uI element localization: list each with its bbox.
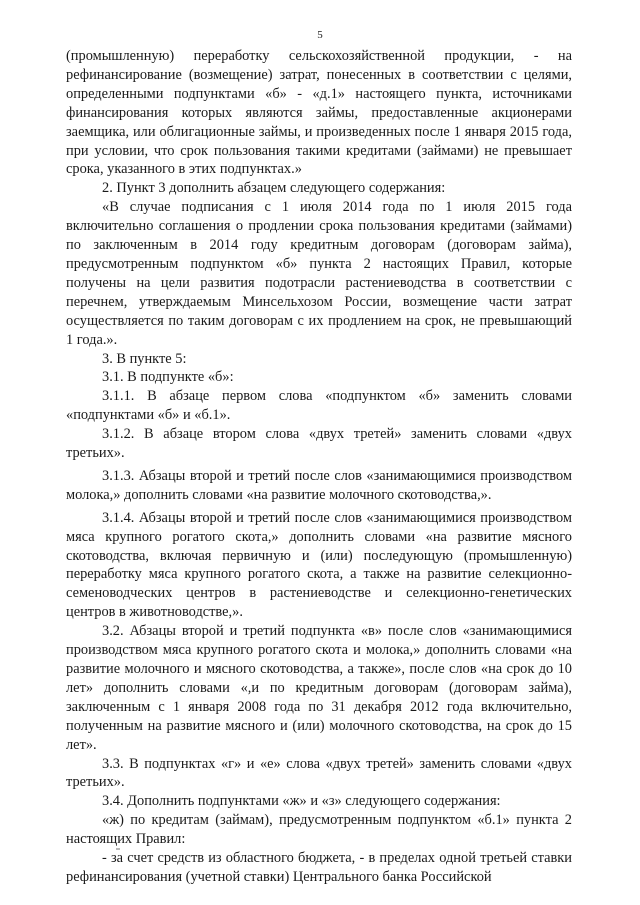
document-body <box>66 47 572 887</box>
scan-mark <box>116 848 120 850</box>
paragraph-item-3: 3. В пункте 5: <box>102 350 187 367</box>
paragraph-item-3-1: 3.1. В подпункте «б»: <box>102 369 234 386</box>
page-number: 5 <box>317 29 323 41</box>
paragraph-item-3-4: 3.4. Дополнить подпунктами «ж» и «з» следующего содержания: <box>102 793 501 810</box>
paragraph-item-3-1-3: 3.1.3. Абзацы второй и третий после слов «занимающимися производством молока,» дополнить словами «на развитие молочного скотоводства,». <box>66 467 572 503</box>
paragraph-item-3-1-1: 3.1.1. В абзаце первом слова «подпунктом «б» заменить словами «подпунктами «б» и «б.1». <box>66 388 572 424</box>
paragraph-quote-item-2: «В случае подписания с 1 июля 2014 года по 1 июля 2015 года включительно соглашения о продлении срока пользования кредитами (займами) по заключенным в 2014 году кредитным договорам (договорам займа), предусмотренным подпунктом «б» пункта 2 настоящих Правил, которые получены на цели развития подотрасли растениеводства в соответствии с перечнем, утверждаемым Минсельхозом России, возмещение части затрат осуществляется по таким договорам с их продлением на срок, не превышающий 1 года.». <box>66 199 572 348</box>
paragraph-item-3-1-2: 3.1.2. В абзаце втором слова «двух третей» заменить словами «двух третьих». <box>66 426 572 462</box>
paragraph-subitem-zh: «ж) по кредитам (займам), предусмотренным подпунктом «б.1» пункта 2 настоящих Правил: <box>66 812 572 848</box>
paragraph-item-3-3: 3.3. В подпунктах «г» и «е» слова «двух третей» заменить словами «двух третьих». <box>66 755 572 791</box>
paragraph-continuation: (промышленную) переработку сельскохозяйственной продукции, - на рефинансирование (возмещение) затрат, понесенных в соответствии с целями, определенными подпунктами «б» - «д.1» настоящего пункта, источниками финансирования которых являются займы, предоставленные акционерами заемщика, или облигационные займы, и произведенных после 1 января 2015 года, при условии, что срок пользования такими кредитами (займами) не превышает срока, указанного в этих подпунктах.» <box>66 48 572 178</box>
paragraph-item-2: 2. Пункт 3 дополнить абзацем следующего содержания: <box>102 180 446 197</box>
paragraph-item-3-2: 3.2. Абзацы второй и третий подпункта «в» после слов «занимающимися производством мяса крупного рогатого скота и молока,» дополнить словами «на развитие молочного и мясного скотоводства, а также», после слов «на срок до 10 лет» дополнить словами «,и по кредитным договорам (договорам займа), заключенным с 1 января 2008 года по 31 декабря 2012 года включительно, полученным на развитие мясного и (или) молочного скотоводства, на срок до 15 лет». <box>66 623 572 753</box>
paragraph-item-3-1-4: 3.1.4. Абзацы второй и третий после слов «занимающимися производством мяса крупного рогатого скота,» дополнить словами «на развитие мясного скотоводства, включая первичную и (или) последующую (промышленную) переработку мяса крупного рогатого скота, а также на развитие селекционно-семеноводческих центров в растениеводстве и селекционно-генетических центров в животноводстве,». <box>66 509 572 621</box>
paragraph-regional-budget: - за счет средств из областного бюджета, - в пределах одной третьей ставки рефинансирования (учетной ставки) Центрального банка Российской <box>66 850 572 885</box>
